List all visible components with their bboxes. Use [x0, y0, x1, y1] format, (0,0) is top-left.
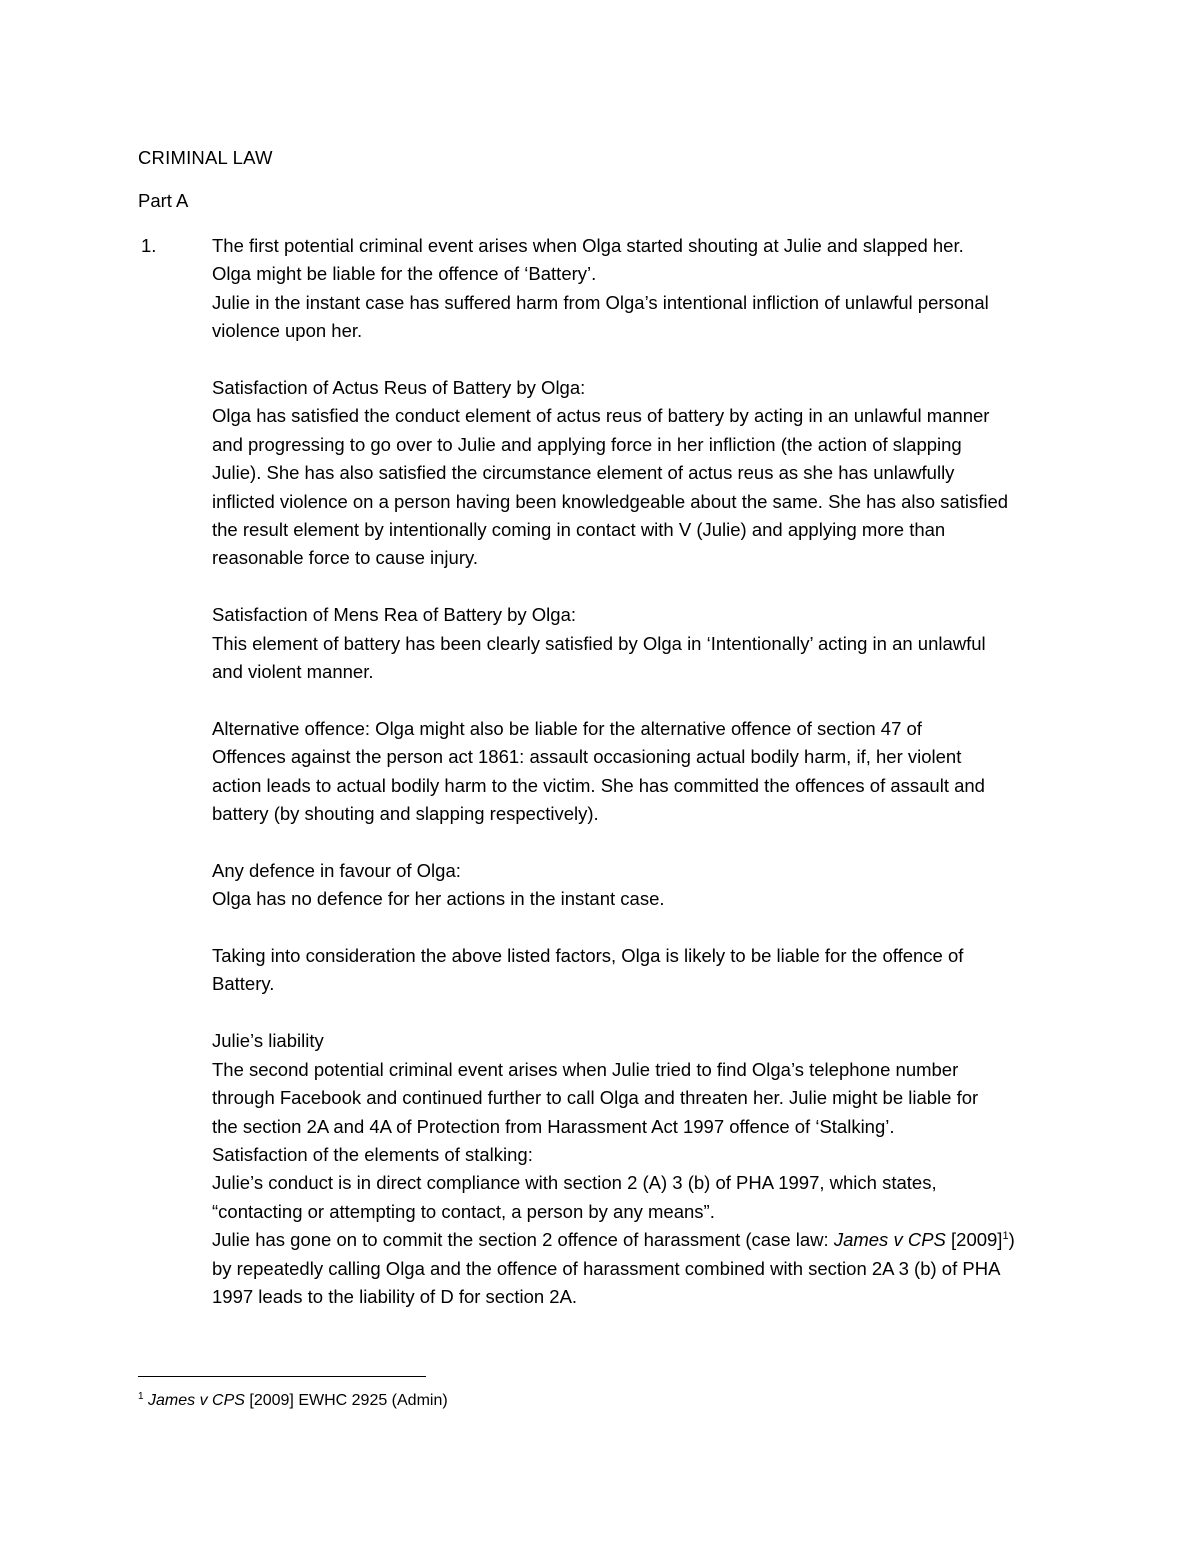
part-heading: Part A [138, 190, 189, 211]
document-body [212, 232, 1142, 1311]
alternative-offence-line: battery (by shouting and slapping respectively). [212, 803, 599, 825]
julie-liability-heading: Julie’s liability [212, 1030, 324, 1052]
case-year: [2009] [945, 1229, 1003, 1251]
julie-line: by repeatedly calling Olga and the offence of harassment combined with section 2A 3 (b) of PHA [212, 1257, 1001, 1279]
actus-reus-line: reasonable force to cause injury. [212, 547, 479, 569]
footnote-citation: [2009] EWHC 2925 (Admin) [244, 1392, 448, 1409]
julie-line: the section 2A and 4A of Protection from Harassment Act 1997 offence of ‘Stalking’. [212, 1115, 895, 1137]
julie-line: through Facebook and continued further to call Olga and threaten her. Julie might be liable for [212, 1087, 979, 1109]
case-line-prefix: Julie has gone on to commit the section 2 offence of harassment (case law: [212, 1229, 834, 1251]
julie-line: 1997 leads to the liability of D for section 2A. [212, 1285, 578, 1307]
julie-line: “contacting or attempting to contact, a person by any means”. [212, 1200, 715, 1222]
footnote-number: 1 [138, 1391, 144, 1402]
event1-line: The first potential criminal event arises when Olga started shouting at Julie and slapped her. [212, 235, 964, 256]
julie-line: The second potential criminal event arises when Julie tried to find Olga’s telephone number [212, 1058, 959, 1080]
stalking-elements-heading: Satisfaction of the elements of stalking: [212, 1143, 533, 1165]
case-line-suffix: ) [1008, 1229, 1015, 1251]
actus-reus-line: Julie). She has also satisfied the circumstance element of actus reus as she has unlawfully [212, 462, 955, 484]
footnote-case-name: James v CPS [148, 1392, 245, 1409]
paragraph-gap [212, 346, 1142, 374]
actus-reus-line: the result element by intentionally coming in contact with V (Julie) and applying more than [212, 519, 946, 541]
alternative-offence-line: Offences against the person act 1861: assault occasioning actual bodily harm, if, her violent [212, 746, 962, 768]
conclusion-line: Taking into consideration the above listed factors, Olga is likely to be liable for the offence of [212, 945, 964, 967]
paragraph-gap [212, 828, 1142, 856]
paragraph-gap [212, 914, 1142, 942]
alternative-offence-line: action leads to actual bodily harm to the victim. She has committed the offences of assault and [212, 774, 985, 796]
defence-heading: Any defence in favour of Olga: [212, 859, 461, 881]
actus-reus-line: inflicted violence on a person having been knowledgeable about the same. She has also satisfied [212, 490, 1009, 512]
defence-line: Olga has no defence for her actions in the instant case. [212, 888, 665, 910]
footnote-divider [138, 1376, 426, 1377]
paragraph-gap [212, 573, 1142, 601]
document-title: CRIMINAL LAW [138, 147, 273, 168]
alternative-offence-line: Alternative offence: Olga might also be liable for the alternative offence of section 47 of [212, 717, 922, 739]
actus-reus-line: Olga has satisfied the conduct element of actus reus of battery by acting in an unlawful manner [212, 405, 990, 427]
actus-reus-heading: Satisfaction of Actus Reus of Battery by Olga: [212, 377, 586, 399]
mens-rea-line: and violent manner. [212, 661, 374, 683]
actus-reus-line: and progressing to go over to Julie and applying force in her infliction (the action of slapping [212, 433, 962, 455]
mens-rea-heading: Satisfaction of Mens Rea of Battery by Olga: [212, 604, 577, 626]
julie-line: Julie’s conduct is in direct compliance with section 2 (A) 3 (b) of PHA 1997, which states, [212, 1172, 937, 1194]
paragraph-gap [212, 999, 1142, 1027]
list-number: 1. [141, 235, 157, 256]
footnote [138, 1391, 448, 1411]
event1-line: Julie in the instant case has suffered harm from Olga’s intentional infliction of unlawful personal [212, 291, 989, 313]
footnote-reference[interactable]: 1 [1002, 1230, 1009, 1243]
conclusion-line: Battery. [212, 973, 275, 995]
paragraph-gap [212, 686, 1142, 714]
case-law-line [212, 1226, 1142, 1254]
event1-line: Olga might be liable for the offence of ‘Battery’. [212, 263, 597, 285]
case-name: James v CPS [833, 1229, 946, 1251]
event1-line: violence upon her. [212, 320, 363, 342]
mens-rea-line: This element of battery has been clearly satisfied by Olga in ‘Intentionally’ acting in an unlawful [212, 632, 986, 654]
